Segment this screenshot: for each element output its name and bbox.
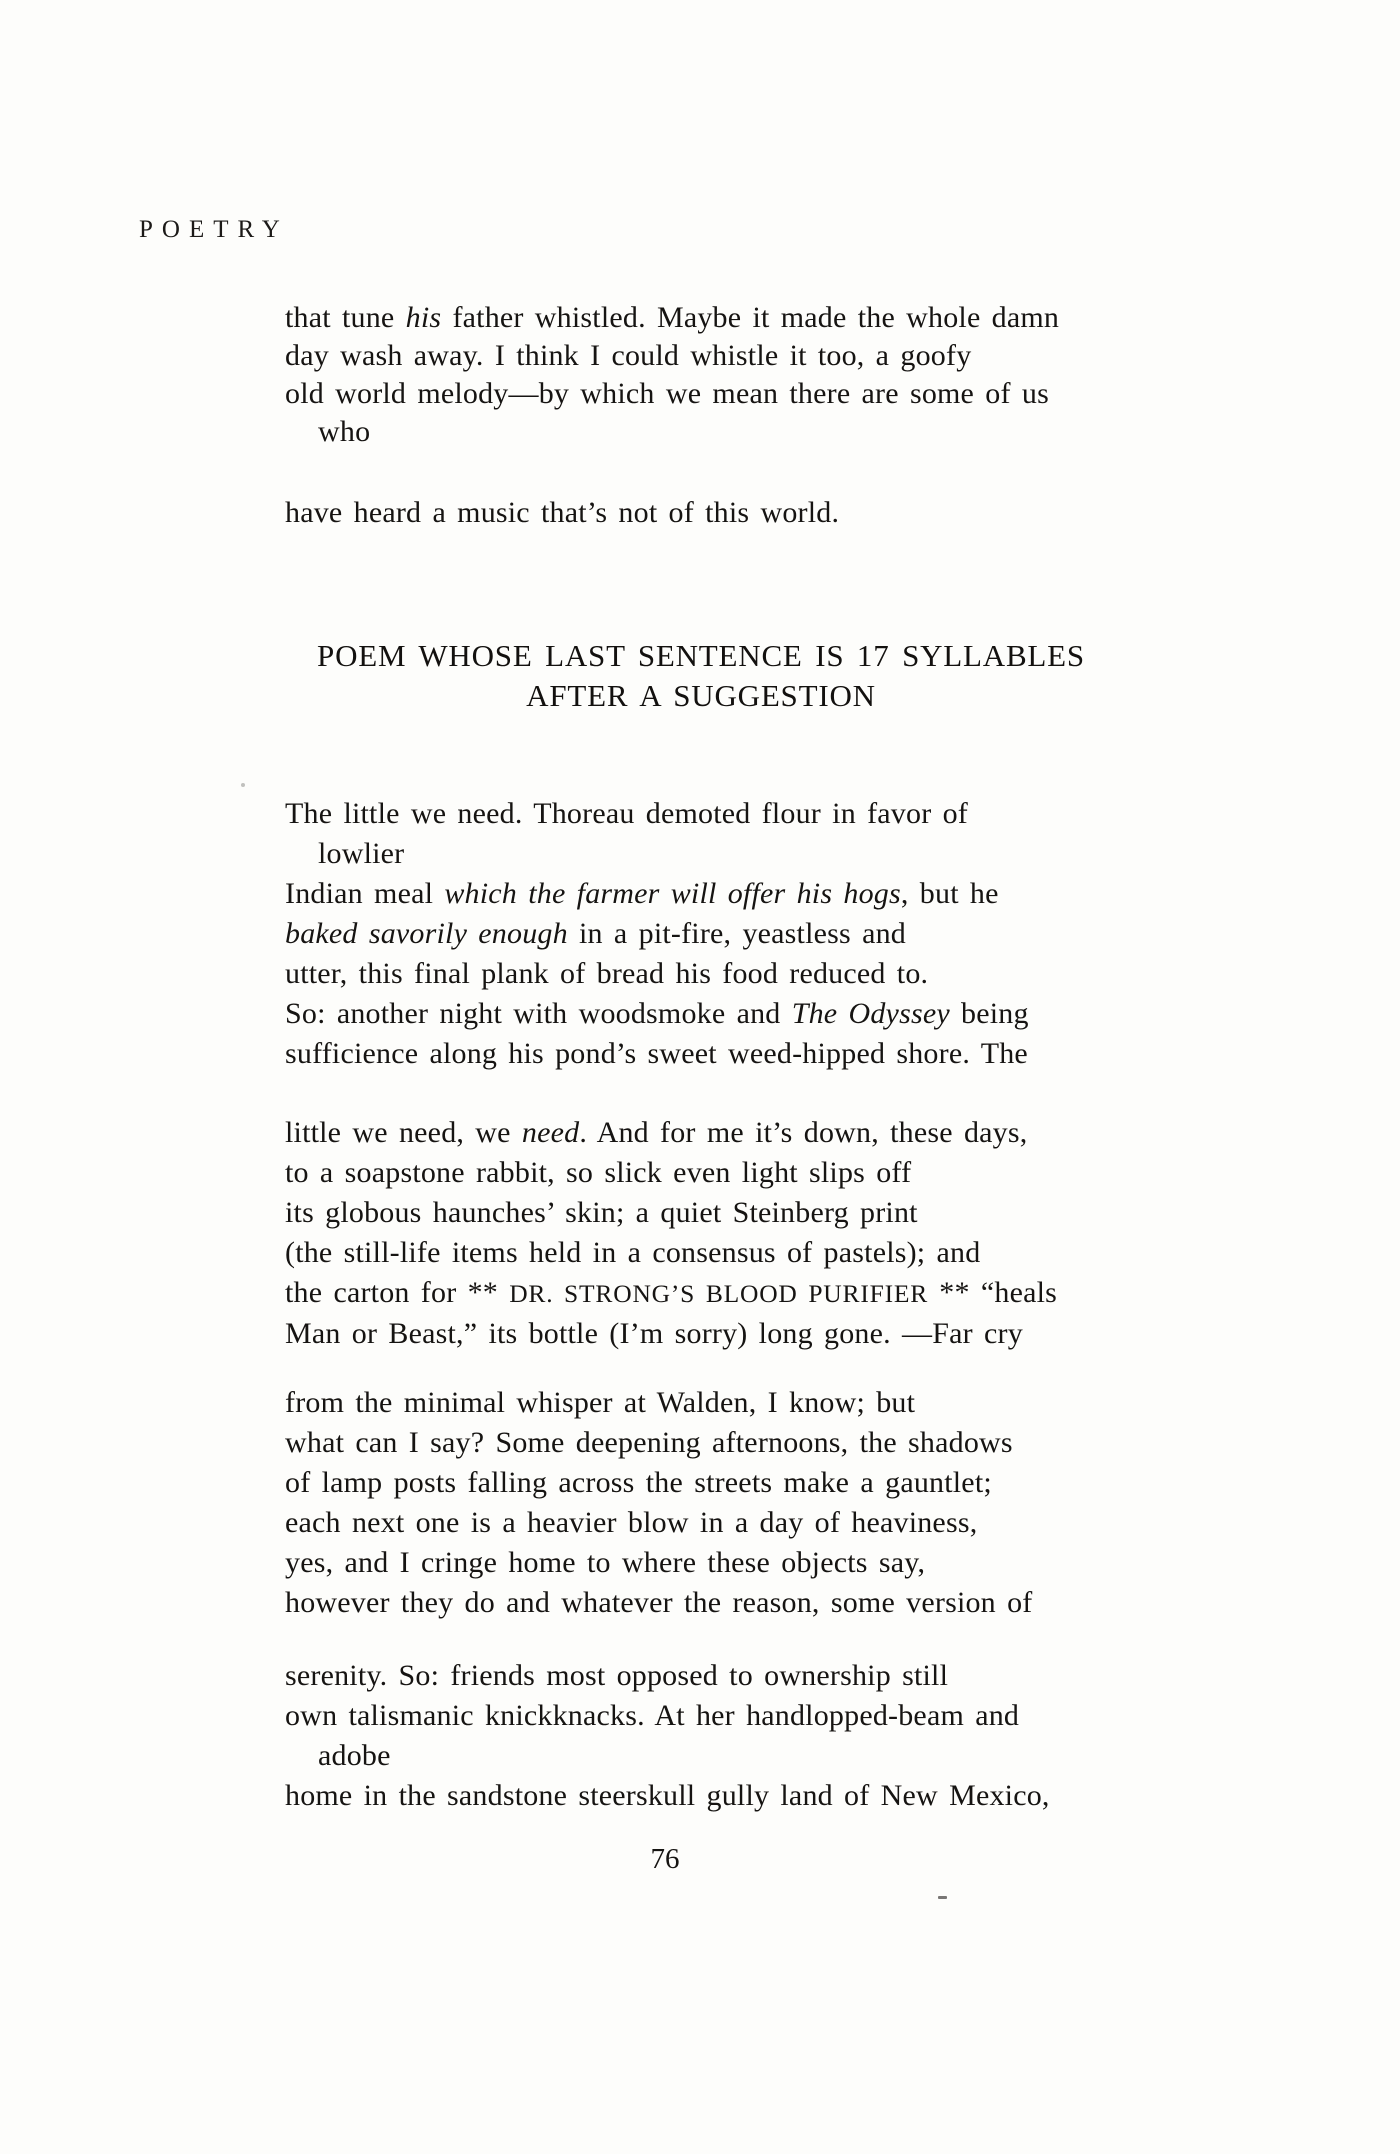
- poem-line: [285, 494, 1145, 532]
- poem-text: sufficience along his pond’s sweet weed-hipped shore. The: [285, 1037, 1028, 1070]
- poem-line: [285, 299, 1145, 337]
- poem-text: So: another night with woodsmoke and: [285, 997, 792, 1030]
- poem-text: of lamp posts falling across the streets make a gauntlet;: [285, 1466, 992, 1499]
- poem-text: being: [949, 997, 1029, 1030]
- poem-text: each next one is a heavier blow in a day of heaviness,: [285, 1506, 978, 1539]
- poem-text: . And for me it’s down, these days,: [579, 1116, 1028, 1149]
- poem-line: [285, 1153, 1145, 1193]
- poem-text: little we need, we: [285, 1116, 522, 1149]
- running-head: POETRY: [139, 216, 289, 243]
- poem-title-line2: AFTER A SUGGESTION: [526, 678, 876, 713]
- poem-text: its globous haunches’ skin; a quiet Steinberg print: [285, 1196, 918, 1229]
- poem-text: father whistled. Maybe it made the whole damn: [441, 301, 1060, 334]
- poem-stanza-3: [285, 1383, 1145, 1623]
- poem-text: utter, this final plank of bread his food reduced to.: [285, 957, 929, 990]
- poem-line: [285, 1696, 1145, 1736]
- poem-line: [285, 375, 1145, 413]
- poem-text: ** “heals: [928, 1276, 1058, 1309]
- poem-line: [285, 1776, 1145, 1816]
- poem-text: in a pit-fire, yeastless and: [567, 917, 906, 950]
- poem-line: [285, 1193, 1145, 1233]
- poem-title: [285, 636, 1117, 716]
- poem-line: [285, 1233, 1145, 1273]
- poem-line: [285, 1423, 1145, 1463]
- poem-text: from the minimal whisper at Walden, I know; but: [285, 1386, 916, 1419]
- poem-text: , but he: [900, 877, 999, 910]
- italic-text: his: [405, 301, 442, 334]
- poem-line: [285, 954, 1145, 994]
- poem-line: [285, 874, 1145, 914]
- poem-text: (the still-life items held in a consensus of pastels); and: [285, 1236, 981, 1269]
- poem-line: [285, 1314, 1145, 1354]
- poem-line: [285, 413, 1145, 451]
- poem-text: own talismanic knickknacks. At her handlopped-beam and: [285, 1699, 1020, 1732]
- poem-text: day wash away. I think I could whistle it too, a goofy: [285, 339, 972, 372]
- excerpt-stanza-2: [285, 494, 1145, 532]
- poem-line: [285, 834, 1145, 874]
- excerpt-stanza-1: [285, 299, 1145, 451]
- poem-line: [285, 1113, 1145, 1153]
- italic-text: which the farmer will offer his hogs: [444, 877, 901, 910]
- poem-text: home in the sandstone steerskull gully land of New Mexico,: [285, 1779, 1050, 1812]
- poem-line: [285, 1656, 1145, 1696]
- poem-text: lowlier: [318, 837, 405, 870]
- poem-line: [285, 1736, 1145, 1776]
- poem-line: [285, 1503, 1145, 1543]
- poem-line: [285, 914, 1145, 954]
- italic-text: The Odyssey: [791, 997, 950, 1030]
- poem-line: [285, 1273, 1145, 1314]
- poem-text: adobe: [318, 1739, 391, 1772]
- poem-text: what can I say? Some deepening afternoons, the shadows: [285, 1426, 1013, 1459]
- poem-line: [285, 1583, 1145, 1623]
- poem-text: that tune: [285, 301, 406, 334]
- poem-text: the carton for **: [285, 1276, 510, 1309]
- poem-text: however they do and whatever the reason, some version of: [285, 1586, 1033, 1619]
- poem-line: [285, 1543, 1145, 1583]
- poem-title-line1: POEM WHOSE LAST SENTENCE IS 17 SYLLABLES: [317, 638, 1085, 673]
- poem-text: yes, and I cringe home to where these objects say,: [285, 1546, 926, 1579]
- poem-line: [285, 1383, 1145, 1423]
- poem-line: [285, 337, 1145, 375]
- scan-artifact-dash: [938, 1896, 947, 1899]
- poem-text: have heard a music that’s not of this world.: [285, 496, 840, 529]
- poem-line: [285, 794, 1145, 834]
- page-number: 76: [650, 1843, 680, 1875]
- poem-stanza-1: [285, 794, 1145, 1074]
- italic-text: need: [521, 1116, 580, 1149]
- poem-text: serenity. So: friends most opposed to ownership still: [285, 1659, 949, 1692]
- poem-stanza-2: [285, 1113, 1145, 1354]
- poem-text: who: [318, 415, 371, 448]
- poem-text: Man or Beast,” its bottle (I’m sorry) long gone. —Far cry: [285, 1317, 1023, 1350]
- poem-stanza-4: [285, 1656, 1145, 1816]
- poem-line: [285, 1463, 1145, 1503]
- poem-text: old world melody—by which we mean there are some of us: [285, 377, 1049, 410]
- small-caps-text: DR. STRONG’S BLOOD PURIFIER: [509, 1279, 929, 1308]
- poem-text: The little we need. Thoreau demoted flour in favor of: [285, 797, 968, 830]
- poem-text: to a soapstone rabbit, so slick even light slips off: [285, 1156, 912, 1189]
- italic-text: baked savorily enough: [285, 917, 568, 950]
- scan-artifact-dot: [241, 783, 245, 787]
- poem-line: [285, 1034, 1145, 1074]
- poem-line: [285, 994, 1145, 1034]
- poem-text: Indian meal: [285, 877, 445, 910]
